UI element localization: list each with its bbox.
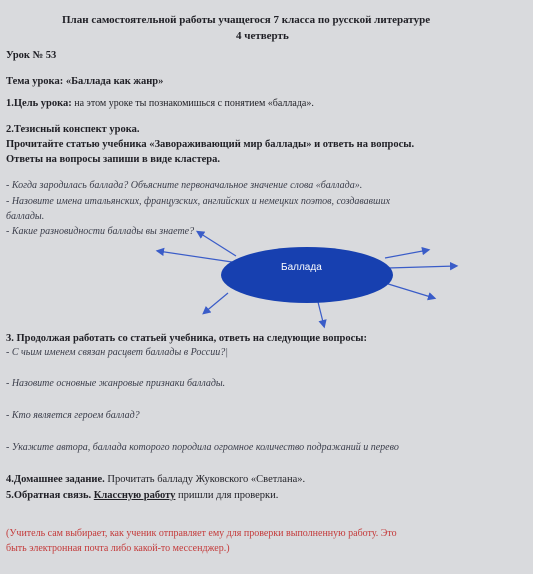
cluster-arrow xyxy=(385,283,434,298)
homework-label: 4.Домашнее задание. xyxy=(6,474,105,485)
quarter-title: 4 четверть xyxy=(236,30,289,42)
question-poets: - Назовите имена итальянских, французских, английских и немецких поэтов, создававших xyxy=(6,196,391,207)
goal-text: на этом уроке ты познакомишься с понятием «баллада». xyxy=(71,98,314,109)
cluster-arrow xyxy=(158,251,232,262)
cluster-center-label: Баллада xyxy=(281,262,322,273)
question-varieties: - Какие разновидности баллады вы знаете? xyxy=(6,226,195,237)
cluster-arrow xyxy=(204,293,228,313)
homework-line xyxy=(6,474,305,485)
question-features: - Назовите основные жанровые признаки баллады. xyxy=(6,378,226,389)
cluster-arrow xyxy=(388,266,456,268)
lesson-number: Урок № 53 xyxy=(6,50,57,61)
section2-instruction-2: Ответы на вопросы запиши в виде кластера. xyxy=(6,154,220,165)
teacher-note-cont: быть электронная почта либо какой-то мессенджер.) xyxy=(6,543,230,554)
cluster-center-ellipse xyxy=(221,247,393,303)
section2-title: 2.Тезисный конспект урока. xyxy=(6,124,140,135)
cluster-arrow xyxy=(385,250,428,258)
question-hero: - Кто является героем баллад? xyxy=(6,410,140,421)
homework-text: Прочитать балладу Жуковского «Светлана». xyxy=(104,474,306,485)
lesson-topic: Тема урока: «Баллада как жанр» xyxy=(6,76,164,87)
plan-title: План самостоятельной работы учащегося 7 класса по русской литературе xyxy=(62,14,431,26)
feedback-label: 5.Обратная связь. xyxy=(6,490,92,501)
cluster-arrow xyxy=(198,232,236,256)
question-russia: - С чьим именем связан расцвет баллады в России?| xyxy=(6,347,228,358)
teacher-note: (Учитель сам выбирает, как ученик отправляет ему для проверки выполненную работу. Это xyxy=(6,528,397,539)
question-origin: - Когда зародилась баллада? Объясните первоначальное значение слова «баллада». xyxy=(6,180,363,191)
question-author: - Укажите автора, баллада которого породила огромное количество подражаний и перево xyxy=(6,442,399,453)
feedback-text: пришли для проверки. xyxy=(175,490,279,501)
question-poets-cont: баллады. xyxy=(6,211,45,222)
classwork-link[interactable]: Классную работу xyxy=(93,490,176,501)
feedback-line xyxy=(6,490,278,501)
section3-title: 3. Продолжая работать со статьей учебника, ответь на следующие вопросы: xyxy=(6,333,367,344)
goal-label: 1.Цель урока: xyxy=(6,98,72,109)
section2-instruction: Прочитайте статью учебника «Завораживающий мир баллады» и ответь на вопросы. xyxy=(6,139,415,150)
cluster-arrow xyxy=(318,302,324,326)
